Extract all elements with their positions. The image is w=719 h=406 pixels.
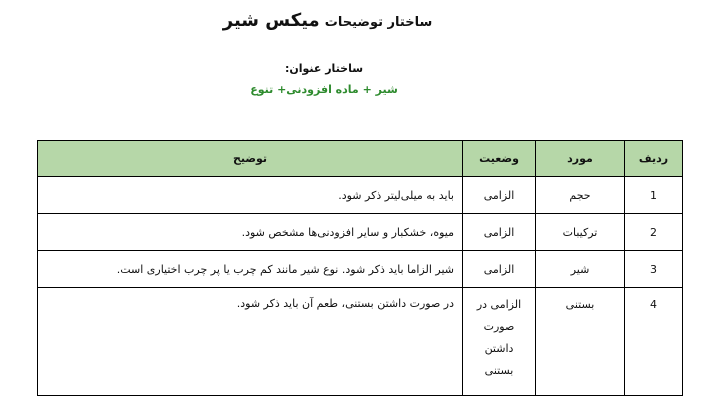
- row-status: الزامی در صورت داشتن بستنی: [463, 288, 536, 396]
- row-item: حجم: [536, 177, 625, 214]
- row-number: 2: [625, 214, 683, 251]
- row-description: شیر الزاما باید ذکر شود. نوع شیر مانند کم چرب یا پر چرب اختیاری است.: [38, 251, 463, 288]
- header-row-num: ردیف: [625, 141, 683, 177]
- page-title-prefix: ساختار توضیحات: [324, 15, 433, 30]
- description-spec-table: [37, 140, 683, 396]
- row-item: شیر: [536, 251, 625, 288]
- header-status: وضعیت: [463, 141, 536, 177]
- row-status: الزامی: [463, 214, 536, 251]
- row-number: 4: [625, 288, 683, 396]
- row-description: در صورت داشتن بستنی، طعم آن باید ذکر شود.: [38, 288, 463, 396]
- row-number: 3: [625, 251, 683, 288]
- title-structure-label: ساختار عنوان:: [284, 62, 364, 75]
- table-row: [38, 214, 683, 251]
- row-item: ترکیبات: [536, 214, 625, 251]
- page-title: [0, 10, 655, 31]
- row-item: بستنی: [536, 288, 625, 396]
- title-structure-formula: شیر + ماده افزودنی+ تنوع: [250, 83, 398, 96]
- table-row: [38, 288, 683, 396]
- table-header-row: [38, 141, 683, 177]
- row-status: الزامی: [463, 251, 536, 288]
- row-description: میوه، خشکبار و سایر افزودنی‌ها مشخص شود.: [38, 214, 463, 251]
- header-item: مورد: [536, 141, 625, 177]
- page-title-product: میکس شیر: [222, 10, 320, 31]
- header-description: توضیح: [38, 141, 463, 177]
- row-description: باید به میلی‌لیتر ذکر شود.: [38, 177, 463, 214]
- table-row: [38, 177, 683, 214]
- row-status: الزامی: [463, 177, 536, 214]
- table-row: [38, 251, 683, 288]
- row-number: 1: [625, 177, 683, 214]
